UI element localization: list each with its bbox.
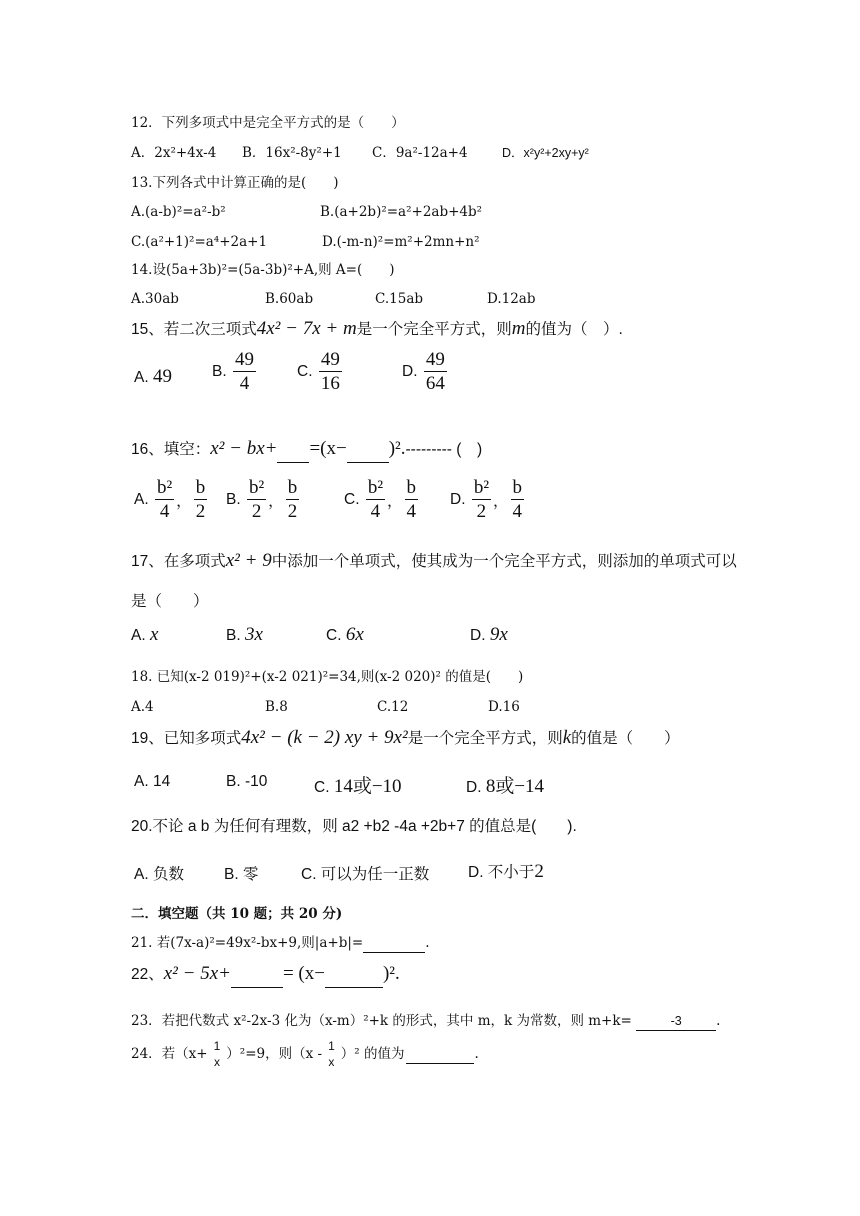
q21-answer-blank[interactable] [363,934,425,953]
q17-option-d: D. 9x [470,624,508,645]
q19-stem: 19、已知多项式4x² − (k − 2) xy + 9x²是一个完全平方式，则k的值是（ ） [131,727,680,748]
q17-option-b: B. 3x [226,624,263,645]
q14-option-a: A.30ab [131,291,179,307]
q16-option-c: C. $\frac{\text{b²}}{4}$ ， $\frac{b}{4}$ [344,477,417,522]
q18-option-c: C.12 [377,699,409,715]
q12-option-d: D．x²y²+2xy+y² [502,146,589,160]
q12-option-a: A．2x²+4x-4 [131,145,217,161]
q14-stem: 14.设(5a+3b)²=(5a-3b)²+A,则 A=( ) [131,262,395,278]
q20-stem: 20.不论 a b 为任何有理数，则 a2 +b2 -4a +2b+7 的值总是( ). [131,818,577,835]
q13-option-a: A.(a-b)²=a²-b² [131,204,226,220]
q15-option-d: D. $\frac{49}{64}$ [402,349,445,394]
q20-option-d: D. 不小于2 [468,861,544,882]
q15-option-b: B. $\frac{49}{4}$ [212,349,254,394]
q23-stem: 23．若把代数式 x²-2x-3 化为（x-m）²+k 的形式，其中 m，k 为常数，则 m+k= -3 . [131,1013,721,1029]
q15-option-a: A. 49 [134,366,172,387]
q20-option-b: B. 零 [224,866,259,883]
q22-answer-blank-2[interactable] [325,963,383,988]
q17-option-a: A. x [131,624,159,645]
q19-option-a: A. 14 [134,773,171,790]
q17-stem: 17、在多项式x² + 9中添加一个单项式，使其成为一个完全平方式，则添加的单项式可以 [131,550,737,571]
section-heading-fill-in: 二．填空题（共 10 题；共 20 分) [131,906,343,922]
q13-option-c: C.(a²+1)²=a⁴+2a+1 [131,234,268,250]
q23-answer-blank[interactable] [636,1012,716,1031]
q21-stem: 21. 若(7x-a)²=49x²-bx+9,则|a+b|= . [131,935,430,951]
q18-option-d: D.16 [488,699,520,715]
q12-stem: 12．下列多项式中是完全平方式的是（ ） [131,115,405,131]
q12-option-b: B．16x²-8y²+1 [242,145,342,161]
q12-option-c: C．9a²-12a+4 [372,145,468,161]
q15-stem: 15、若二次三项式4x² − 7x + m是一个完全平方式，则m的值为（ ）. [131,318,623,339]
q18-option-b: B.8 [265,699,288,715]
q19-option-b: B. -10 [226,773,268,790]
q13-option-b: B.(a+2b)²=a²+2ab+4b² [320,204,483,220]
q19-option-d: D. 8或−14 [466,776,545,797]
q24-answer-blank[interactable] [406,1045,474,1064]
q20-option-a: A. 负数 [134,866,184,883]
q14-option-d: D.12ab [487,291,536,307]
q20-option-c: C. 可以为任一正数 [301,866,430,883]
q16-option-b: B. $\frac{\text{b²}}{2}$ ， $\frac{b}{2}$ [226,477,298,522]
q19-option-c: C. 14或−10 [314,776,402,797]
q17-option-c: C. 6x [326,624,364,645]
q24-stem: 24．若（x+ 1 x ）²=9，则（x - 1 x ）² 的值为 . [131,1039,479,1069]
q17-stem-line2: 是（ ） [131,593,209,610]
q18-stem: 18. 已知(x-2 019)²+(x-2 021)²=34,则(x-2 020)² 的值是( ) [131,669,524,685]
q16-stem: 16、填空：x² − bx+ =(x− )².--------- ( ) [131,437,482,463]
q22-answer-blank-1[interactable] [231,963,283,988]
q22-stem: 22、x² − 5x+ = (x− )². [131,962,400,988]
q16-option-a: A. $\frac{\text{b²}}{4}$ ， $\frac{b}{2}$ [134,477,206,522]
q18-option-a: A.4 [131,699,154,715]
q15-option-c: C. $\frac{49}{16}$ [297,349,340,394]
q13-stem: 13.下列各式中计算正确的是( ) [131,175,339,191]
q16-option-d: D. $\frac{\text{b²}}{2}$ ， $\frac{b}{4}$ [450,477,523,522]
q13-option-d: D.(-m-n)²=m²+2mn+n² [322,234,480,250]
q14-option-b: B.60ab [265,291,314,307]
q14-option-c: C.15ab [375,291,424,307]
q23-answer: -3 [670,1014,682,1028]
